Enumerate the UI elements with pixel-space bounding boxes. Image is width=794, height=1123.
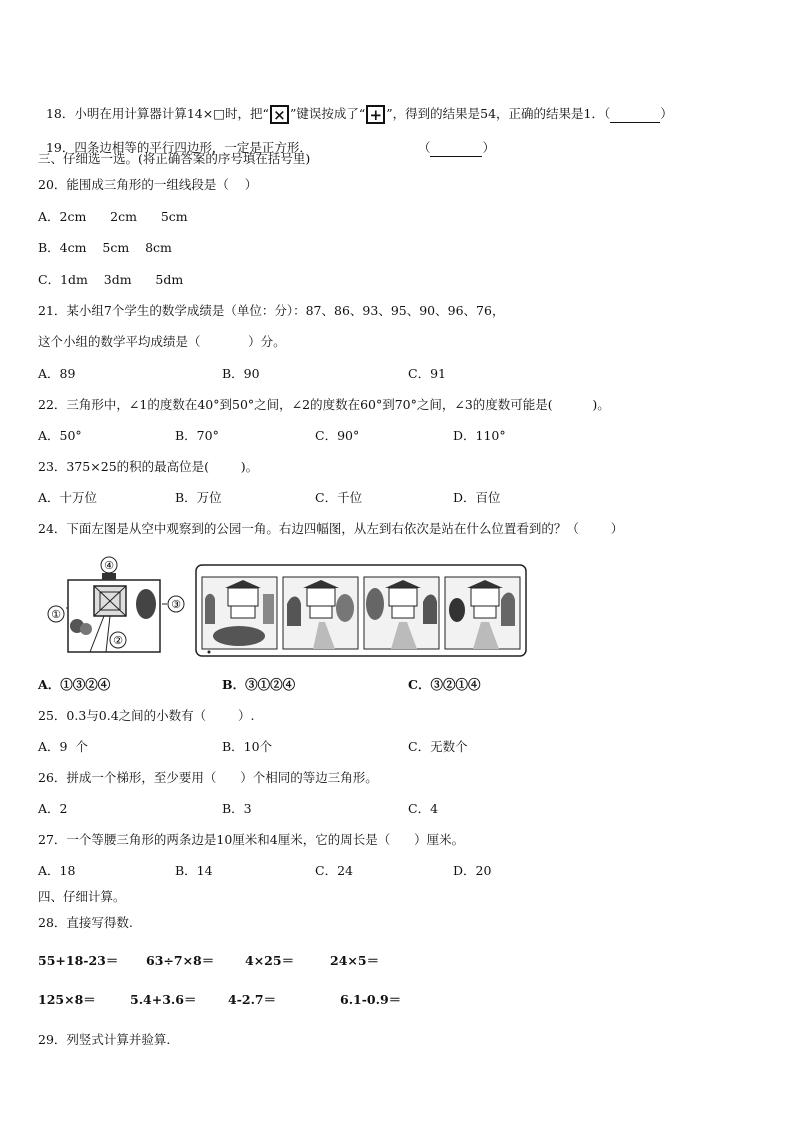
calc-item: 6.1-0.9＝ (340, 992, 402, 1007)
option-21-a[interactable]: A．89 (38, 366, 76, 381)
q18-text-pre: 18．小明在用计算器计算14×□时，把“ (45, 106, 269, 121)
multiply-key-icon: × (270, 105, 289, 124)
answer-blank-18[interactable] (610, 106, 660, 123)
option-20-a[interactable]: A．2cm 2cm 5cm (38, 209, 188, 224)
question-20: 20．能围成三角形的一组线段是（ ） (38, 177, 258, 192)
option-26-a[interactable]: A．2 (38, 801, 68, 816)
park-map-figure (44, 556, 189, 658)
answer-blank-19[interactable] (430, 140, 482, 157)
option-27-a[interactable]: A．18 (38, 863, 76, 878)
question-28: 28．直接写得数. (38, 915, 133, 930)
view-panel-3 (364, 577, 439, 649)
calc-item: 125×8＝ (38, 992, 96, 1007)
calc-item: 55+18-23＝ (38, 953, 119, 968)
label-3: ③ (171, 598, 181, 611)
option-24-a[interactable]: A．①③②④ (38, 677, 111, 692)
label-4: ④ (104, 559, 114, 572)
option-20-b[interactable]: B．4cm 5cm 8cm (38, 240, 172, 255)
section-3-heading: 三、仔细选一选。(将正确答案的序号填在括号里) (38, 151, 311, 166)
option-27-d[interactable]: D．20 (453, 863, 492, 878)
path-lines (90, 616, 110, 652)
q18-text-mid: ”键误按成了“ (289, 106, 366, 121)
viewpoint-4-marker (102, 573, 116, 580)
option-25-a[interactable]: A．9 个 (38, 739, 88, 754)
four-views-svg (195, 564, 527, 657)
option-27-c[interactable]: C．24 (315, 863, 353, 878)
option-23-b[interactable]: B．万位 (175, 490, 222, 505)
calc-item: 4×25＝ (245, 953, 295, 968)
label-2: ② (113, 634, 123, 647)
q19-text: 19．四条边相等的平行四边形，一定是正方形． (45, 140, 312, 155)
q18-close: ） (660, 106, 673, 121)
four-views-figure (195, 564, 527, 657)
calc-item: 4-2.7＝ (228, 992, 277, 1007)
park-map-svg (44, 556, 189, 658)
plus-key-icon: + (366, 105, 385, 124)
calc-item: 24×5＝ (330, 953, 380, 968)
question-24: 24．下面左图是从空中观察到的公园一角。右边四幅图，从左到右依次是站在什么位置看到的？（ ） (38, 521, 624, 536)
q18-text-post: ”，得到的结果是54，正确的结果是1．（ (386, 106, 611, 121)
q19-open: （ (417, 140, 431, 155)
question-22: 22．三角形中，∠1的度数在40°到50°之间，∠2的度数在60°到70°之间，∠3的度数可能是( )。 (38, 397, 610, 412)
option-20-c[interactable]: C．1dm 3dm 5dm (38, 272, 184, 287)
option-23-c[interactable]: C．千位 (315, 490, 363, 505)
answer-19 (410, 124, 495, 157)
pond-shape (136, 589, 156, 619)
question-29: 29．列竖式计算并验算. (38, 1032, 171, 1047)
view-panel-1 (202, 577, 277, 649)
option-27-b[interactable]: B．14 (175, 863, 213, 878)
question-21-line2: 这个小组的数学平均成绩是（ ）分。 (38, 334, 286, 349)
option-26-b[interactable]: B．3 (222, 801, 252, 816)
option-22-c[interactable]: C．90° (315, 428, 360, 443)
calc-item: 5.4+3.6＝ (130, 992, 197, 1007)
view-panel-4 (445, 577, 520, 649)
question-27: 27．一个等腰三角形的两条边是10厘米和4厘米，它的周长是（ ）厘米。 (38, 832, 465, 847)
view-panel-2 (283, 577, 358, 649)
option-24-c[interactable]: C．③②①④ (408, 677, 481, 692)
tree-2 (80, 623, 92, 635)
option-22-d[interactable]: D．110° (453, 428, 506, 443)
question-21-line1: 21．某小组7个学生的数学成绩是（单位：分）：87、86、93、95、90、96、76， (38, 303, 505, 318)
option-22-a[interactable]: A．50° (38, 428, 82, 443)
option-23-a[interactable]: A．十万位 (38, 490, 98, 505)
section-4-heading: 四、仔细计算。 (38, 889, 126, 904)
option-21-b[interactable]: B．90 (222, 366, 260, 381)
option-22-b[interactable]: B．70° (175, 428, 219, 443)
option-24-b[interactable]: B．③①②④ (222, 677, 296, 692)
option-21-c[interactable]: C．91 (408, 366, 446, 381)
question-23: 23．375×25的积的最高位是( )。 (38, 459, 259, 474)
question-25: 25．0.3与0.4之间的小数有（ ）. (38, 708, 255, 723)
q19-close: ） (482, 140, 495, 155)
option-25-c[interactable]: C．无数个 (408, 739, 468, 754)
calc-item: 63÷7×8＝ (146, 953, 215, 968)
question-18 (38, 89, 673, 124)
option-23-d[interactable]: D．百位 (453, 490, 501, 505)
option-25-b[interactable]: B．10个 (222, 739, 273, 754)
option-26-c[interactable]: C．4 (408, 801, 439, 816)
label-1: ① (51, 608, 61, 621)
question-26: 26．拼成一个梯形，至少要用（ ）个相同的等边三角形。 (38, 770, 378, 785)
